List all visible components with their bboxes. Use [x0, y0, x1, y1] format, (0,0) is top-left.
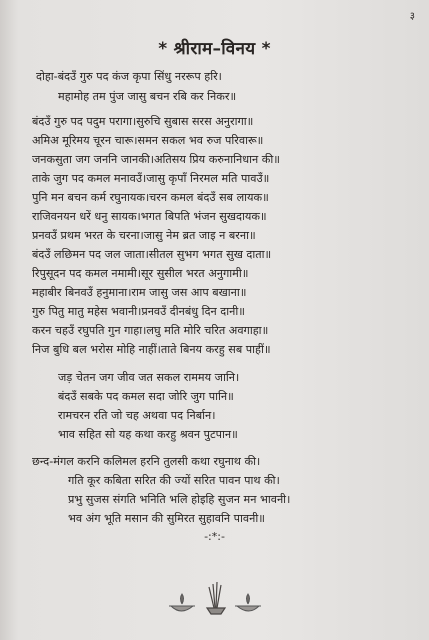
chaupai-line: पुनि मन बचन कर्म रघुनायक।चरन कमल बंदउँ सब लायक॥	[32, 191, 269, 204]
chhand-line: भव अंग भूति मसान की सुमिरत सुहावनि पावनी॥	[68, 512, 265, 525]
doha-line: जड़ चेतन जग जीव जत सकल राममय जानि।	[58, 371, 240, 384]
chaupai-line: जनकसुता जग जननि जानकी।अतिसय प्रिय करुनानिधान की॥	[32, 153, 280, 166]
chhand-line: गति कूर कबिता सरित की ज्यों सरित पावन पाथ की।	[68, 474, 280, 487]
chaupai-line: ताके जुग पद कमल मनावउँ।जासु कृपाँ निरमल मति पावउँ॥	[32, 172, 270, 185]
page-number: ३	[409, 11, 415, 22]
chaupai-line: बंदउँ लछिमन पद जल जाता।सीतल सुभग भगत सुख दाता॥	[32, 248, 272, 261]
chhand-line: छन्द-मंगल करनि कलिमल हरनि तुलसी कथा रघुनाथ की।	[32, 455, 261, 468]
section-separator: -:*:-	[204, 530, 225, 543]
diya-incense-ornament-icon	[165, 578, 265, 618]
chaupai-line: महाबीर बिनवउँ हनुमाना।राम जासु जस आप बखाना॥	[32, 286, 247, 299]
chaupai-line: बंदउँ गुरु पद पदुम परागा।सुरुचि सुबास सरस अनुरागा॥	[32, 115, 254, 128]
chaupai-line: राजिवनयन धरें धनु सायक।भगत बिपति भंजन सुखदायक॥	[32, 210, 267, 223]
doha-line: भाव सहित सो यह कथा करहु श्रवन पुटपान॥	[58, 428, 238, 441]
chaupai-line: निज बुधि बल भरोस मोहि नाहीं।ताते बिनय करहु सब पाहीं॥	[32, 343, 271, 356]
chaupai-line: गुरु पितु मातु महेस भवानी।प्रनवउँ दीनबंधु दिन दानी॥	[32, 305, 245, 318]
doha-line: महामोह तम पुंज जासु बचन रबि कर निकर॥	[58, 90, 237, 103]
chaupai-line: अमिअ मूरिमय चूरन चारू।समन सकल भव रुज परिवारू॥	[32, 134, 264, 147]
chhand-line: प्रभु सुजस संगति भनिति भलि होइहि सुजन मन भावनी।	[68, 493, 291, 506]
chaupai-line: करन चहउँ रघुपति गुन गाहा।लघु मति मोरि चरित अवगाहा॥	[32, 324, 269, 337]
doha-line: रामचरन रति जो चह अथवा पद निर्बान।	[58, 409, 216, 422]
chaupai-line: प्रनवउँ प्रथम भरत के चरना।जासु नेम ब्रत जाइ न बरना॥	[32, 229, 256, 242]
doha-line: दोहा-बंदउँ गुरु पद कंज कृपा सिंधु नररूप हरि।	[36, 70, 222, 83]
doha-line: बंदउँ सबके पद कमल सदा जोरि जुग पानि॥	[58, 390, 234, 403]
page-title: * श्रीराम–विनय *	[158, 39, 271, 59]
chaupai-line: रिपुसूदन पद कमल नमामी।सूर सुसील भरत अनुगामी॥	[32, 267, 249, 280]
